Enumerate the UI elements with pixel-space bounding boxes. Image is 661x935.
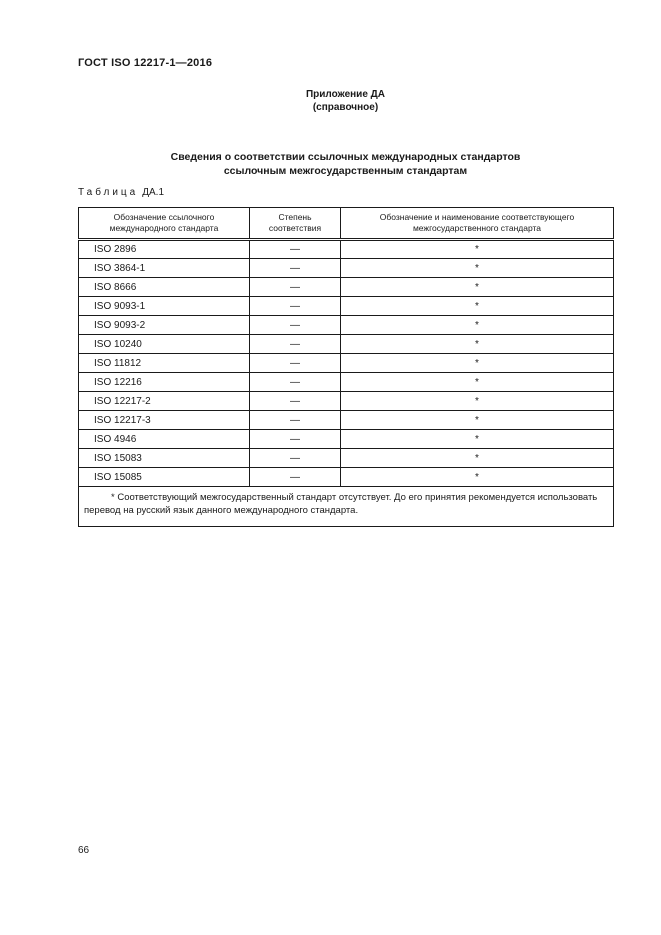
cell-degree: — <box>250 468 341 487</box>
col-header-interstate-standard: Обозначение и наименование соответствующего межгосударственного стандарта <box>341 208 614 240</box>
cell-standard: ISO 15085 <box>79 468 250 487</box>
cell-standard: ISO 15083 <box>79 449 250 468</box>
cell-degree: — <box>250 259 341 278</box>
col-header-international-standard: Обозначение ссылочного международного стандарта <box>79 208 250 240</box>
col-header-degree: Степень соответствия <box>250 208 341 240</box>
table-row <box>79 392 614 411</box>
cell-standard: ISO 11812 <box>79 354 250 373</box>
table-row <box>79 449 614 468</box>
table-caption <box>78 187 164 198</box>
table-footnote: * Соответствующий межгосударственный стандарт отсутствует. До его принятия рекомендуется использовать перевод на русский язык данного международного стандарта. <box>79 487 614 527</box>
table-row <box>79 430 614 449</box>
cell-degree: — <box>250 411 341 430</box>
section-title-line1: Сведения о соответствии ссылочных международных стандартов <box>170 151 521 163</box>
cell-note: * <box>341 335 614 354</box>
appendix-heading <box>78 88 613 114</box>
table-caption-number: ДА.1 <box>142 187 165 198</box>
cell-note: * <box>341 468 614 487</box>
page-number: 66 <box>78 845 90 856</box>
cell-note: * <box>341 316 614 335</box>
table-row <box>79 259 614 278</box>
appendix-kind: (справочное) <box>312 102 379 113</box>
cell-note: * <box>341 411 614 430</box>
cell-degree: — <box>250 449 341 468</box>
table-row <box>79 411 614 430</box>
table-caption-word: Таблица <box>78 187 139 198</box>
section-title-line2: ссылочным межгосударственным стандартам <box>223 165 468 177</box>
correspondence-table <box>78 207 614 527</box>
cell-degree: — <box>250 430 341 449</box>
cell-note: * <box>341 278 614 297</box>
section-title <box>78 150 613 178</box>
cell-standard: ISO 4946 <box>79 430 250 449</box>
document-header: ГОСТ ISO 12217-1—2016 <box>78 57 213 69</box>
table-row <box>79 468 614 487</box>
cell-note: * <box>341 449 614 468</box>
cell-standard: ISO 3864-1 <box>79 259 250 278</box>
cell-note: * <box>341 297 614 316</box>
table-footnote-row <box>79 487 614 527</box>
table-row <box>79 373 614 392</box>
cell-standard: ISO 9093-2 <box>79 316 250 335</box>
cell-degree: — <box>250 316 341 335</box>
cell-degree: — <box>250 278 341 297</box>
table-row <box>79 316 614 335</box>
table-row <box>79 278 614 297</box>
cell-degree: — <box>250 335 341 354</box>
table-row <box>79 297 614 316</box>
cell-standard: ISO 9093-1 <box>79 297 250 316</box>
cell-degree: — <box>250 297 341 316</box>
cell-degree: — <box>250 392 341 411</box>
table-row <box>79 240 614 259</box>
cell-standard: ISO 12217-2 <box>79 392 250 411</box>
cell-note: * <box>341 259 614 278</box>
cell-standard: ISO 2896 <box>79 240 250 259</box>
cell-note: * <box>341 430 614 449</box>
table-header-row <box>79 208 614 240</box>
cell-note: * <box>341 373 614 392</box>
cell-standard: ISO 8666 <box>79 278 250 297</box>
table-row <box>79 354 614 373</box>
cell-note: * <box>341 240 614 259</box>
cell-standard: ISO 12216 <box>79 373 250 392</box>
cell-degree: — <box>250 373 341 392</box>
cell-note: * <box>341 392 614 411</box>
cell-note: * <box>341 354 614 373</box>
cell-standard: ISO 10240 <box>79 335 250 354</box>
cell-degree: — <box>250 354 341 373</box>
table-row <box>79 335 614 354</box>
cell-degree: — <box>250 240 341 259</box>
appendix-label: Приложение ДА <box>305 89 386 100</box>
cell-standard: ISO 12217-3 <box>79 411 250 430</box>
